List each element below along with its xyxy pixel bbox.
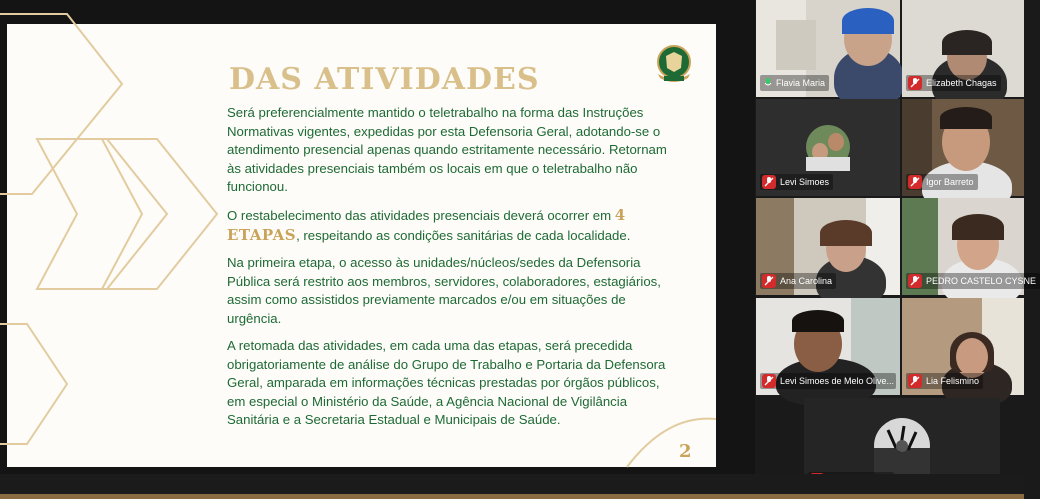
slide-page-number: 2 <box>679 441 692 462</box>
paragraph-2-end: , respeitando as condições sanitárias de cada localidade. <box>296 227 631 243</box>
avatar <box>874 418 930 474</box>
presentation-slide <box>7 24 716 467</box>
participant-name: Igor Barreto <box>926 177 974 187</box>
muted-mic-icon <box>908 175 922 189</box>
participant-name: Ana Carolina <box>780 276 833 286</box>
participant-tile[interactable] <box>902 298 1024 395</box>
participant-name: Flavia Maria <box>776 78 826 88</box>
participant-tile[interactable] <box>756 0 900 97</box>
participant-tile[interactable] <box>902 99 1024 196</box>
participant-name: Levi Simoes de Melo Olive... <box>780 376 895 386</box>
etapas-highlight: 4 ETAPAS <box>227 206 626 244</box>
participant-name: Levi Simoes <box>780 177 830 187</box>
avatar <box>806 125 850 169</box>
participant-name: Elizabeth Chagas <box>926 78 997 88</box>
muted-mic-icon <box>762 175 776 189</box>
participant-name: Lia Felismino <box>926 376 980 386</box>
participant-tile[interactable] <box>756 298 900 395</box>
participant-tile[interactable] <box>756 99 900 196</box>
participant-tile[interactable] <box>902 0 1024 97</box>
participant-name: PEDRO CASTELO CYSNE <box>926 276 1037 286</box>
muted-mic-icon <box>762 274 776 288</box>
slide-paragraph-4: A retomada das atividades, em cada uma das etapas, será precedida obrigatoriamente de análise do Grupo de Trabalho e Portaria da Defensora Geral, amparada em informações técnicas prestadas por órgãos públicos, em especial o Ministério da Saúde, a Agência Nacional de Vigilância Sanitária e a Secretaria Estadual e Municipais de Saúde. <box>227 338 666 428</box>
defensoria-logo-icon <box>652 42 696 86</box>
paragraph-2-start: O restabelecimento das atividades presenciais deverá ocorrer em <box>227 208 612 223</box>
muted-mic-icon <box>908 274 922 288</box>
muted-mic-icon <box>908 374 922 388</box>
participant-tile[interactable] <box>756 198 900 295</box>
participant-tile[interactable] <box>902 198 1037 295</box>
slide-paragraph-2 <box>227 206 667 245</box>
bottom-accent-strip <box>0 494 1024 499</box>
muted-mic-icon <box>908 76 922 90</box>
slide-paragraph-1: Será preferencialmente mantido o teletrabalho na forma das Instruções Normativas vigentes, expedidas por esta Defensoria Geral, adotando-se o atendimento presencial apenas quando estritamente necessário. Retornam às atividades presenciais também os locais em que o teletrabalho não funcionou. <box>227 105 667 195</box>
microphone-icon <box>762 76 772 90</box>
muted-mic-icon <box>762 374 776 388</box>
slide-paragraph-3: Na primeira etapa, o acesso às unidades/núcleos/sedes da Defensoria Pública será restrito aos membros, servidores, colaboradores, estagiários, assim como assistidos previamente marcados e/ou em situações de urgência. <box>227 255 661 326</box>
slide-title: DAS ATIVIDADES <box>229 62 540 97</box>
